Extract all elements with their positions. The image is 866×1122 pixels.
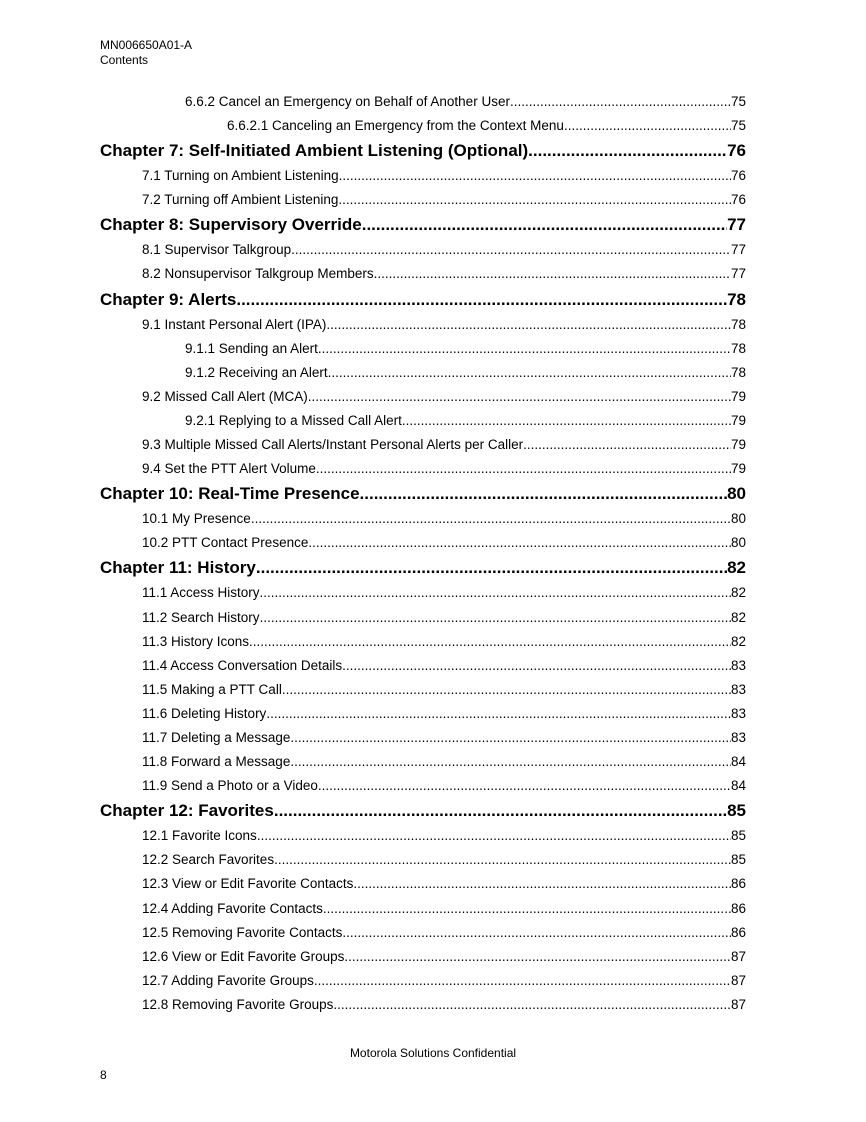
toc-entry[interactable]	[100, 531, 746, 555]
toc-entry[interactable]	[100, 848, 746, 872]
toc-entry-title: 6.6.2.1 Canceling an Emergency from the Context Menu	[227, 118, 564, 134]
dot-leader	[328, 361, 731, 385]
dot-leader	[260, 581, 731, 605]
dot-leader	[402, 409, 731, 433]
section-title: Contents	[100, 53, 149, 67]
toc-entry[interactable]	[100, 507, 746, 531]
toc-entry[interactable]	[100, 921, 746, 945]
toc-entry-page: 85	[730, 828, 746, 844]
toc-entry[interactable]	[100, 337, 746, 361]
toc-entry-page: 84	[730, 754, 746, 770]
toc-entry-page: 75	[730, 94, 746, 109]
toc-entry-title: 9.1.1 Sending an Alert	[185, 340, 318, 356]
toc-entry-page: 77	[730, 242, 746, 258]
toc-entry[interactable]	[100, 654, 746, 678]
toc-entry[interactable]	[100, 678, 746, 702]
toc-entry-page: 78	[730, 340, 746, 356]
dot-leader	[290, 726, 731, 750]
toc-chapter-entry[interactable]	[100, 138, 746, 164]
toc-entry-page: 87	[730, 996, 746, 1012]
dot-leader	[251, 507, 731, 531]
toc-entry-title: 9.2 Missed Call Alert (MCA)	[142, 388, 308, 404]
toc-entry-page: 78	[727, 289, 746, 309]
toc-entry[interactable]	[100, 897, 746, 921]
toc-entry[interactable]	[100, 457, 746, 481]
toc-entry-page: 76	[727, 141, 746, 161]
toc-entry[interactable]	[100, 581, 746, 605]
toc-entry-page: 79	[730, 388, 746, 404]
toc-entry-title: 11.9 Send a Photo or a Video	[142, 778, 318, 794]
toc-chapter-entry[interactable]	[100, 212, 746, 238]
toc-entry-title: Chapter 11: History	[100, 558, 256, 578]
toc-entry-page: 83	[730, 729, 746, 745]
toc-entry-title: 9.2.1 Replying to a Missed Call Alert	[185, 412, 402, 428]
toc-entry-page: 79	[730, 437, 746, 453]
toc-entry-page: 80	[730, 511, 746, 527]
dot-leader	[291, 238, 731, 262]
toc-entry-title: Chapter 9: Alerts	[100, 289, 237, 309]
toc-chapter-entry[interactable]	[100, 798, 746, 824]
toc-entry-title: 11.2 Search History	[142, 609, 260, 625]
toc-entry-title: 11.1 Access History	[142, 585, 260, 601]
toc-entry-page: 76	[730, 192, 746, 208]
toc-entry-page: 77	[730, 266, 746, 282]
toc-entry-title: Chapter 8: Supervisory Override	[100, 215, 362, 235]
toc-entry-page: 83	[730, 705, 746, 721]
toc-entry-title: 7.2 Turning off Ambient Listening	[142, 192, 339, 208]
dot-leader	[318, 774, 731, 798]
dot-leader	[260, 606, 731, 630]
toc-chapter-entry[interactable]	[100, 555, 746, 581]
toc-entry-title: 9.3 Multiple Missed Call Alerts/Instant Personal Alerts per Caller	[142, 437, 524, 453]
toc-entry-page: 78	[730, 316, 746, 332]
dot-leader	[362, 212, 727, 238]
page-header	[100, 38, 192, 68]
toc-entry-page: 84	[730, 778, 746, 794]
toc-entry-title: 12.3 View or Edit Favorite Contacts	[142, 876, 354, 892]
dot-leader	[564, 114, 731, 138]
toc-entry-title: 8.2 Nonsupervisor Talkgroup Members	[142, 266, 374, 282]
dot-leader	[308, 531, 731, 555]
dot-leader	[249, 630, 731, 654]
toc-entry[interactable]	[100, 433, 746, 457]
toc-entry-title: 11.6 Deleting History	[142, 705, 267, 721]
toc-entry-page: 78	[730, 364, 746, 380]
toc-entry-page: 82	[727, 558, 746, 578]
dot-leader	[342, 654, 731, 678]
toc-entry-page: 80	[730, 535, 746, 551]
toc-entry-title: Chapter 12: Favorites	[100, 801, 274, 821]
toc-entry[interactable]	[100, 726, 746, 750]
toc-entry[interactable]	[100, 90, 746, 114]
toc-entry[interactable]	[100, 774, 746, 798]
dot-leader	[256, 555, 727, 581]
dot-leader	[360, 481, 728, 507]
toc-entry-title: 7.1 Turning on Ambient Listening	[142, 168, 339, 184]
toc-chapter-entry[interactable]	[100, 481, 746, 507]
dot-leader	[318, 337, 731, 361]
toc-entry-page: 87	[730, 948, 746, 964]
toc-entry[interactable]	[100, 872, 746, 896]
dot-leader	[266, 702, 731, 726]
dot-leader	[314, 969, 731, 993]
dot-leader	[290, 750, 731, 774]
toc-entry[interactable]	[100, 385, 746, 409]
toc-entry-title: 9.1.2 Receiving an Alert	[185, 364, 328, 380]
dot-leader	[374, 262, 731, 286]
dot-leader	[323, 897, 731, 921]
toc-entry[interactable]	[100, 114, 746, 138]
dot-leader	[308, 385, 731, 409]
dot-leader	[326, 313, 731, 337]
toc-entry[interactable]	[100, 969, 746, 993]
toc-entry-title: 12.1 Favorite Icons	[142, 828, 257, 844]
toc-entry[interactable]	[100, 702, 746, 726]
toc-entry-page: 86	[730, 900, 746, 916]
toc-entry-page: 75	[730, 118, 746, 134]
dot-leader	[316, 457, 731, 481]
toc-entry-title: 10.1 My Presence	[142, 511, 251, 527]
toc-entry-title: 12.4 Adding Favorite Contacts	[142, 900, 323, 916]
toc-entry[interactable]	[100, 262, 746, 286]
toc-entry[interactable]	[100, 606, 746, 630]
toc-entry[interactable]	[100, 188, 746, 212]
dot-leader	[236, 287, 727, 313]
dot-leader	[274, 798, 727, 824]
toc-entry-title: 11.4 Access Conversation Details	[142, 657, 343, 673]
toc-entry-page: 83	[730, 681, 746, 697]
toc-entry[interactable]	[100, 409, 746, 433]
dot-leader	[338, 188, 731, 212]
toc-entry[interactable]	[100, 361, 746, 385]
toc-entry-page: 82	[730, 633, 746, 649]
toc-entry-title: 11.3 History Icons	[142, 633, 250, 649]
toc-entry[interactable]	[100, 945, 746, 969]
dot-leader	[274, 848, 731, 872]
toc-entry-title: Chapter 10: Real-Time Presence	[100, 484, 360, 504]
toc-entry-page: 86	[730, 924, 746, 940]
toc-entry[interactable]	[100, 630, 746, 654]
toc-entry[interactable]	[100, 993, 746, 1017]
toc-entry-page: 79	[730, 412, 746, 428]
toc-entry-page: 76	[730, 168, 746, 184]
dot-leader	[523, 433, 731, 457]
dot-leader	[339, 164, 731, 188]
toc-entry-title: 8.1 Supervisor Talkgroup	[142, 242, 292, 258]
toc-entry-page: 82	[730, 585, 746, 601]
dot-leader	[282, 678, 731, 702]
toc-entry-title: 11.8 Forward a Message	[142, 754, 291, 770]
page-number: 8	[100, 1068, 107, 1082]
toc-entry-title: 9.1 Instant Personal Alert (IPA)	[142, 316, 327, 332]
toc-entry-title: 11.7 Deleting a Message	[142, 729, 291, 745]
table-of-contents	[100, 90, 746, 1017]
toc-entry-title: Chapter 7: Self-Initiated Ambient Listening (Optional)	[100, 141, 529, 161]
toc-entry-page: 77	[727, 215, 746, 235]
toc-entry-title: 9.4 Set the PTT Alert Volume	[142, 461, 316, 477]
dot-leader	[344, 945, 731, 969]
toc-entry-title: 6.6.2 Cancel an Emergency on Behalf of Another User	[185, 94, 510, 109]
confidential-footer: Motorola Solutions Confidential	[349, 1046, 517, 1060]
toc-entry[interactable]	[100, 824, 746, 848]
toc-entry-page: 79	[730, 461, 746, 477]
toc-entry[interactable]	[100, 164, 746, 188]
toc-entry-page: 80	[727, 484, 746, 504]
toc-entry[interactable]	[100, 750, 746, 774]
toc-entry-page: 82	[730, 609, 746, 625]
document-id: MN006650A01-A	[100, 38, 193, 52]
toc-entry-page: 87	[730, 972, 746, 988]
toc-entry-title: 11.5 Making a PTT Call	[142, 681, 282, 697]
toc-entry-page: 85	[727, 801, 746, 821]
toc-entry-title: 10.2 PTT Contact Presence	[142, 535, 309, 551]
dot-leader	[353, 872, 731, 896]
toc-entry-title: 12.6 View or Edit Favorite Groups	[142, 948, 345, 964]
dot-leader	[333, 993, 731, 1017]
toc-entry-title: 12.5 Removing Favorite Contacts	[142, 924, 343, 940]
toc-entry-title: 12.8 Removing Favorite Groups	[142, 996, 334, 1012]
dot-leader	[510, 90, 731, 114]
toc-entry-page: 85	[730, 852, 746, 868]
dot-leader	[342, 921, 731, 945]
toc-entry[interactable]	[100, 313, 746, 337]
toc-entry-page: 86	[730, 876, 746, 892]
toc-entry[interactable]	[100, 238, 746, 262]
toc-entry-title: 12.7 Adding Favorite Groups	[142, 972, 314, 988]
toc-chapter-entry[interactable]	[100, 287, 746, 313]
dot-leader	[528, 138, 727, 164]
toc-entry-title: 12.2 Search Favorites	[142, 852, 275, 868]
toc-entry-page: 83	[730, 657, 746, 673]
dot-leader	[257, 824, 731, 848]
